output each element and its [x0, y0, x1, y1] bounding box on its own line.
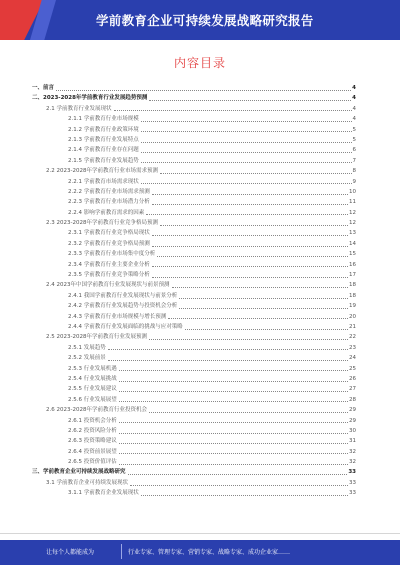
toc-page-number: 4 [352, 105, 356, 112]
toc-entry[interactable] [32, 364, 356, 374]
toc-page-number: 5 [352, 136, 356, 143]
toc-page-number: 9 [352, 178, 356, 185]
toc-page-number: 24 [349, 355, 356, 362]
toc-entry[interactable] [32, 447, 356, 457]
toc-entry-title: 2.1.3 学前教育行业发展特点 [68, 136, 139, 143]
footer-separator [121, 544, 122, 559]
table-of-contents [32, 83, 356, 499]
toc-entry-title: 2.6.1 投资机会分析 [68, 417, 117, 424]
toc-leader-dots [119, 453, 348, 454]
toc-entry-title: 2.1.4 学前教育行业存在问题 [68, 147, 139, 154]
toc-entry[interactable] [32, 114, 356, 124]
toc-entry[interactable] [32, 374, 356, 384]
toc-leader-dots [108, 360, 348, 361]
toc-entry-title: 2.4 2023年中国学前教育行业发展现状与前景预测 [46, 282, 170, 289]
toc-leader-dots [149, 100, 351, 101]
toc-entry-title: 2.2 2023-2028年学前教育行业市场需求预测 [46, 168, 158, 175]
toc-leader-dots [141, 183, 352, 184]
toc-entry-title: 2.1.5 学前教育行业发展趋势 [68, 157, 139, 164]
toc-entry[interactable] [32, 208, 356, 218]
toc-entry[interactable] [32, 239, 356, 249]
toc-entry[interactable] [32, 166, 356, 176]
toc-leader-dots [56, 90, 351, 91]
toc-entry[interactable] [32, 405, 356, 415]
report-title: 学前教育企业可持续发展战略研究报告 [96, 13, 314, 28]
toc-page-number: 11 [349, 199, 356, 206]
toc-entry-title: 2.6.4 投资前景展望 [68, 448, 117, 455]
toc-page-number: 30 [349, 427, 356, 434]
toc-entry-title: 2.5.2 发展前景 [68, 355, 106, 362]
toc-entry[interactable] [32, 384, 356, 394]
toc-entry-title: 2.4.4 学前教育行业发展面临的挑战与应对策略 [68, 323, 183, 330]
toc-page-number: 4 [352, 95, 356, 102]
toc-entry[interactable] [32, 197, 356, 207]
toc-entry[interactable] [32, 301, 356, 311]
toc-leader-dots [157, 256, 348, 257]
toc-entry-title: 2.5.5 行业发展建议 [68, 386, 117, 393]
toc-entry-title: 2.1.1 学前教育行业市场规模 [68, 116, 139, 123]
toc-leader-dots [160, 225, 348, 226]
toc-leader-dots [179, 308, 348, 309]
toc-page-number: 32 [349, 459, 356, 466]
toc-leader-dots [152, 204, 348, 205]
toc-entry[interactable] [32, 395, 356, 405]
toc-leader-dots [119, 443, 348, 444]
toc-entry-title: 2.3.4 学前教育行业主要企业分析 [68, 261, 150, 268]
toc-page-number: 31 [349, 438, 356, 445]
toc-entry-title: 2.2.4 影响学前教育需求的因素 [68, 209, 145, 216]
toc-leader-dots [119, 464, 348, 465]
toc-page-number: 4 [352, 116, 356, 123]
toc-page-number: 33 [349, 479, 356, 486]
toc-entry[interactable] [32, 322, 356, 332]
toc-entry[interactable] [32, 332, 356, 342]
toc-entry-title: 2.6.3 投资策略建议 [68, 438, 117, 445]
toc-entry-title: 一、前言 [32, 85, 55, 91]
toc-entry[interactable] [32, 218, 356, 228]
toc-leader-dots [149, 339, 348, 340]
toc-leader-dots [119, 391, 348, 392]
toc-heading: 内容目录 [173, 56, 226, 70]
toc-leader-dots [152, 235, 348, 236]
toc-entry-title: 2.3.2 学前教育行业竞争格局预测 [68, 240, 150, 247]
toc-leader-dots [152, 266, 348, 267]
toc-entry-title: 2.4.3 学前教育行业市场规模与增长预测 [68, 313, 167, 320]
toc-page-number: 10 [349, 188, 356, 195]
toc-entry[interactable] [32, 83, 356, 93]
toc-entry[interactable] [32, 291, 356, 301]
toc-entry-title: 2.5.4 行业发展挑战 [68, 375, 117, 382]
toc-leader-dots [152, 277, 348, 278]
toc-leader-dots [160, 173, 352, 174]
toc-entry[interactable] [32, 228, 356, 238]
toc-page-number: 28 [349, 396, 356, 403]
toc-page-number: 7 [352, 157, 356, 164]
footer-divider [0, 533, 400, 534]
toc-entry[interactable] [32, 312, 356, 322]
toc-page-number: 23 [349, 344, 356, 351]
toc-leader-dots [185, 329, 348, 330]
toc-entry-title: 2.4.1 我国学前教育行业发展现状与前景分析 [68, 292, 178, 299]
toc-entry[interactable] [32, 156, 356, 166]
toc-entry-title: 2.6.2 投资风险分析 [68, 427, 117, 434]
toc-page-number: 22 [349, 334, 356, 341]
toc-leader-dots [141, 121, 352, 122]
toc-leader-dots [168, 318, 348, 319]
toc-page-number: 17 [349, 272, 356, 279]
toc-page-number: 32 [349, 448, 356, 455]
toc-entry-title: 2.6.5 投资价值评估 [68, 459, 117, 466]
toc-entry[interactable] [32, 416, 356, 426]
toc-leader-dots [119, 370, 348, 371]
toc-entry[interactable] [32, 478, 356, 488]
toc-page-number: 13 [349, 230, 356, 237]
toc-entry[interactable] [32, 135, 356, 145]
toc-entry[interactable] [32, 260, 356, 270]
toc-entry[interactable] [32, 280, 356, 290]
toc-entry[interactable] [32, 93, 356, 103]
toc-entry-title: 2.5.6 行业发展展望 [68, 396, 117, 403]
toc-page-number: 18 [349, 282, 356, 289]
toc-entry-title: 3.1 学前教育企业可持续发展现状 [46, 479, 128, 486]
toc-page-number: 29 [349, 417, 356, 424]
toc-entry-title: 三、学前教育企业可持续发展战略研究 [32, 469, 126, 476]
toc-leader-dots [141, 162, 352, 163]
toc-page-number: 20 [349, 313, 356, 320]
toc-leader-dots [152, 194, 348, 195]
toc-entry[interactable] [32, 436, 356, 446]
page-footer [0, 540, 400, 565]
toc-page-number: 25 [349, 365, 356, 372]
toc-entry-title: 2.3.5 学前教育行业竞争策略分析 [68, 272, 150, 279]
toc-page-number: 14 [349, 240, 356, 247]
toc-leader-dots [130, 485, 348, 486]
toc-entry[interactable] [32, 177, 356, 187]
toc-page-number: 8 [352, 168, 356, 175]
toc-entry-title: 2.5.1 发展趋势 [68, 344, 106, 351]
toc-page-number: 33 [349, 490, 356, 497]
toc-entry[interactable] [32, 343, 356, 353]
toc-entry-title: 2.3.3 学前教育行业市场集中度分析 [68, 251, 156, 258]
toc-entry[interactable] [32, 270, 356, 280]
toc-entry-title: 2.4.2 学前教育行业发展趋势与投资机会分析 [68, 303, 178, 310]
toc-entry[interactable] [32, 249, 356, 259]
toc-page-number: 27 [349, 386, 356, 393]
toc-leader-dots [141, 131, 352, 132]
toc-page-number: 21 [349, 323, 356, 330]
toc-entry-title: 2.6 2023-2028年学前教育行业投资机会 [46, 407, 147, 414]
toc-entry-title: 2.2.3 学前教育行业市场潜力分析 [68, 199, 150, 206]
toc-entry[interactable] [32, 187, 356, 197]
toc-entry-title: 2.2.1 学前教育市场需求现状 [68, 178, 139, 185]
toc-leader-dots [119, 422, 348, 423]
toc-leader-dots [141, 495, 348, 496]
toc-page-number: 12 [349, 220, 356, 227]
toc-leader-dots [108, 349, 348, 350]
toc-page-number: 18 [349, 292, 356, 299]
toc-leader-dots [119, 381, 348, 382]
toc-page-number: 29 [349, 407, 356, 414]
toc-page-number: 19 [349, 303, 356, 310]
toc-entry-title: 3.1.1 学前教育企业发展现状 [68, 490, 139, 497]
toc-entry[interactable] [32, 457, 356, 467]
toc-entry-title: 2.5 2023-2028年学前教育行业发展预测 [46, 334, 147, 341]
toc-leader-dots [179, 298, 348, 299]
toc-entry[interactable] [32, 104, 356, 114]
toc-leader-dots [149, 412, 348, 413]
toc-entry-title: 2.3.1 学前教育行业竞争格局现状 [68, 230, 150, 237]
toc-entry-title: 2.5.3 行业发展机遇 [68, 365, 117, 372]
toc-leader-dots [119, 433, 348, 434]
toc-leader-dots [172, 287, 349, 288]
toc-entry[interactable] [32, 467, 356, 477]
toc-leader-dots [141, 152, 352, 153]
toc-page-number: 5 [352, 126, 356, 133]
toc-page-number: 12 [349, 209, 356, 216]
toc-entry[interactable] [32, 145, 356, 155]
footer-slogan-right: 行业专家、管理专家、营销专家、战略专家、成功企业家…… [128, 549, 291, 556]
footer-slogan-left: 让每个人都能成为 [46, 549, 95, 556]
toc-leader-dots [141, 142, 352, 143]
toc-entry-title: 2.1.2 学前教育行业政策环境 [68, 126, 139, 133]
toc-page-number: 16 [349, 261, 356, 268]
toc-entry-title: 二、2023-2028年学前教育行业发展趋势预测 [32, 95, 148, 102]
toc-page-number: 6 [352, 147, 356, 154]
toc-entry[interactable] [32, 488, 356, 498]
toc-page-number: 33 [348, 469, 356, 476]
toc-entry[interactable] [32, 353, 356, 363]
toc-leader-dots [114, 110, 352, 111]
toc-page-number: 15 [349, 251, 356, 258]
toc-leader-dots [128, 474, 348, 475]
toc-page-number: 26 [349, 375, 356, 382]
toc-page-number: 4 [352, 85, 356, 91]
toc-entry[interactable] [32, 426, 356, 436]
toc-entry[interactable] [32, 125, 356, 135]
toc-leader-dots [119, 401, 348, 402]
toc-entry-title: 2.3 2023-2028年学前教育行业竞争格局预测 [46, 220, 158, 227]
page-header [0, 0, 400, 40]
toc-leader-dots [146, 214, 348, 215]
toc-leader-dots [152, 246, 348, 247]
toc-entry-title: 2.2.2 学前教育行业市场需求预测 [68, 188, 150, 195]
toc-entry-title: 2.1 学前教育行业发展现状 [46, 105, 112, 112]
